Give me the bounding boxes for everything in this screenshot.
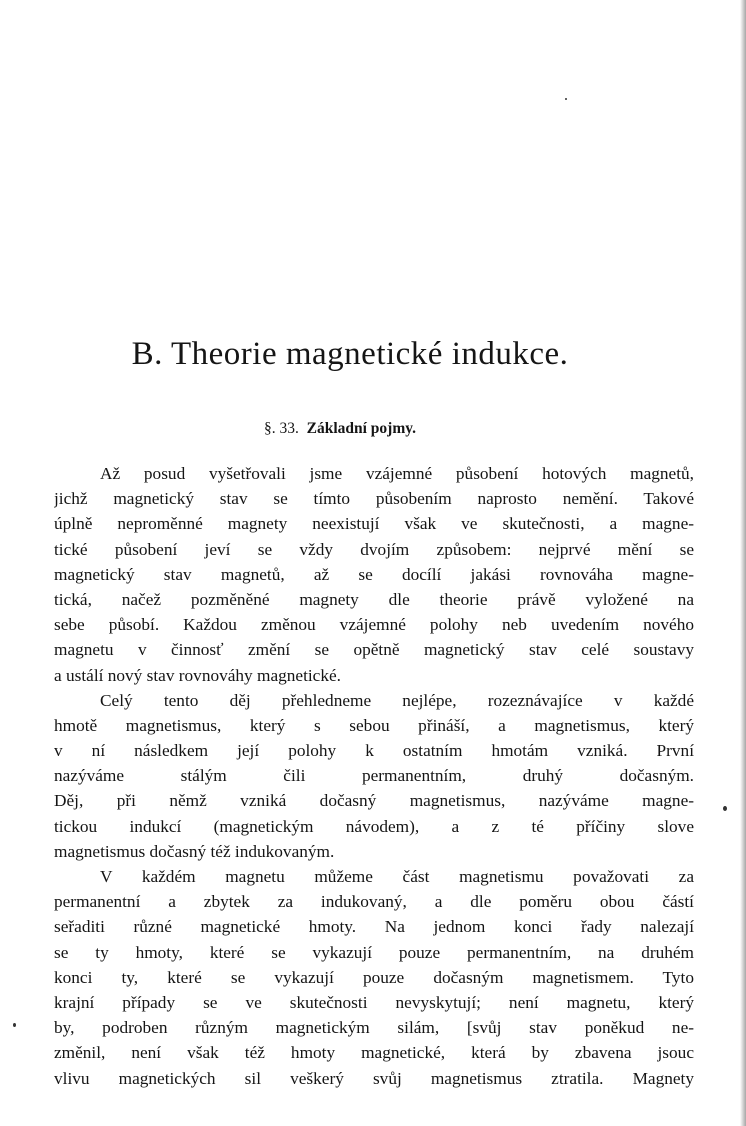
section-number: §. 33. — [263, 420, 299, 437]
text-line: magnetismus dočasný též indukovaným. — [54, 841, 335, 861]
text-line: konci ty, které se vykazují pouze dočasným magnetismem. Tyto — [54, 967, 694, 987]
text-line: seřaditi různé magnetické hmoty. Na jednom konci řady nalezají — [54, 917, 694, 937]
text-line: V každém magnetu můžeme část magnetismu považovati za — [100, 867, 694, 886]
text-line: nazýváme stálým čili permanentním, druhý dočasným. — [54, 766, 694, 786]
text-line: hmotě magnetismus, který s sebou přináší, a magnetismus, který — [54, 715, 694, 735]
text-line: by, podroben různým magnetickým silám, [svůj stav poněkud ne- — [54, 1018, 694, 1038]
text-line: tické působení jeví se vždy dvojím způsobem: nejprvé mění se — [54, 539, 694, 559]
scan-speck — [13, 1023, 16, 1027]
section-heading — [0, 420, 680, 438]
text-line: permanentní a zbytek za indukovaný, a dle poměru obou částí — [54, 892, 694, 912]
text-line: úplně neproměnné magnety neexistují však ve skutečnosti, a magne- — [54, 514, 694, 534]
text-line: tická, načež pozměněné magnety dle theorie právě vyložené na — [54, 589, 694, 609]
text-line: Děj, při němž vzniká dočasný magnetismus, nazýváme magne- — [54, 791, 694, 811]
page-edge-shadow — [740, 0, 746, 1126]
text-line: Celý tento děj přehledneme nejlépe, rozeznávajíce v každé — [100, 690, 694, 710]
text-line: se ty hmoty, které se vykazují pouze permanentním, na druhém — [54, 942, 694, 962]
text-line: tickou indukcí (magnetickým návodem), a z té příčiny slove — [54, 816, 694, 836]
text-line: a ustálí nový stav rovnováhy magnetické. — [54, 665, 341, 685]
text-line: Až posud vyšetřovali jsme vzájemné působení hotových magnetů, — [100, 464, 694, 483]
text-line: v ní následkem její polohy k ostatním hmotám vzniká. První — [54, 741, 694, 761]
section-title: Základní pojmy. — [306, 420, 417, 437]
body-text — [54, 461, 694, 1091]
text-line: změnil, není však též hmoty magnetické, která by zbavena jsouc — [54, 1043, 694, 1063]
text-line: krajní případy se ve skutečnosti nevyskytují; není magnetu, který — [54, 992, 694, 1012]
text-line: sebe působí. Každou změnou vzájemné polohy neb uvedením nového — [54, 615, 694, 635]
scan-speck — [723, 806, 727, 811]
text-line: vlivu magnetických sil veškerý svůj magnetismus ztratila. Magnety — [54, 1068, 694, 1088]
scan-speck — [565, 98, 567, 100]
text-line: magnetu v činnosť změní se opětně magnetický stav celé soustavy — [54, 640, 694, 660]
chapter-title: B. Theorie magnetické indukce. — [131, 336, 569, 372]
text-line: jichž magnetický stav se tímto působením naprosto nemění. Takové — [54, 489, 694, 509]
text-line: magnetický stav magnetů, až se docílí jakási rovnováha magne- — [54, 564, 694, 584]
